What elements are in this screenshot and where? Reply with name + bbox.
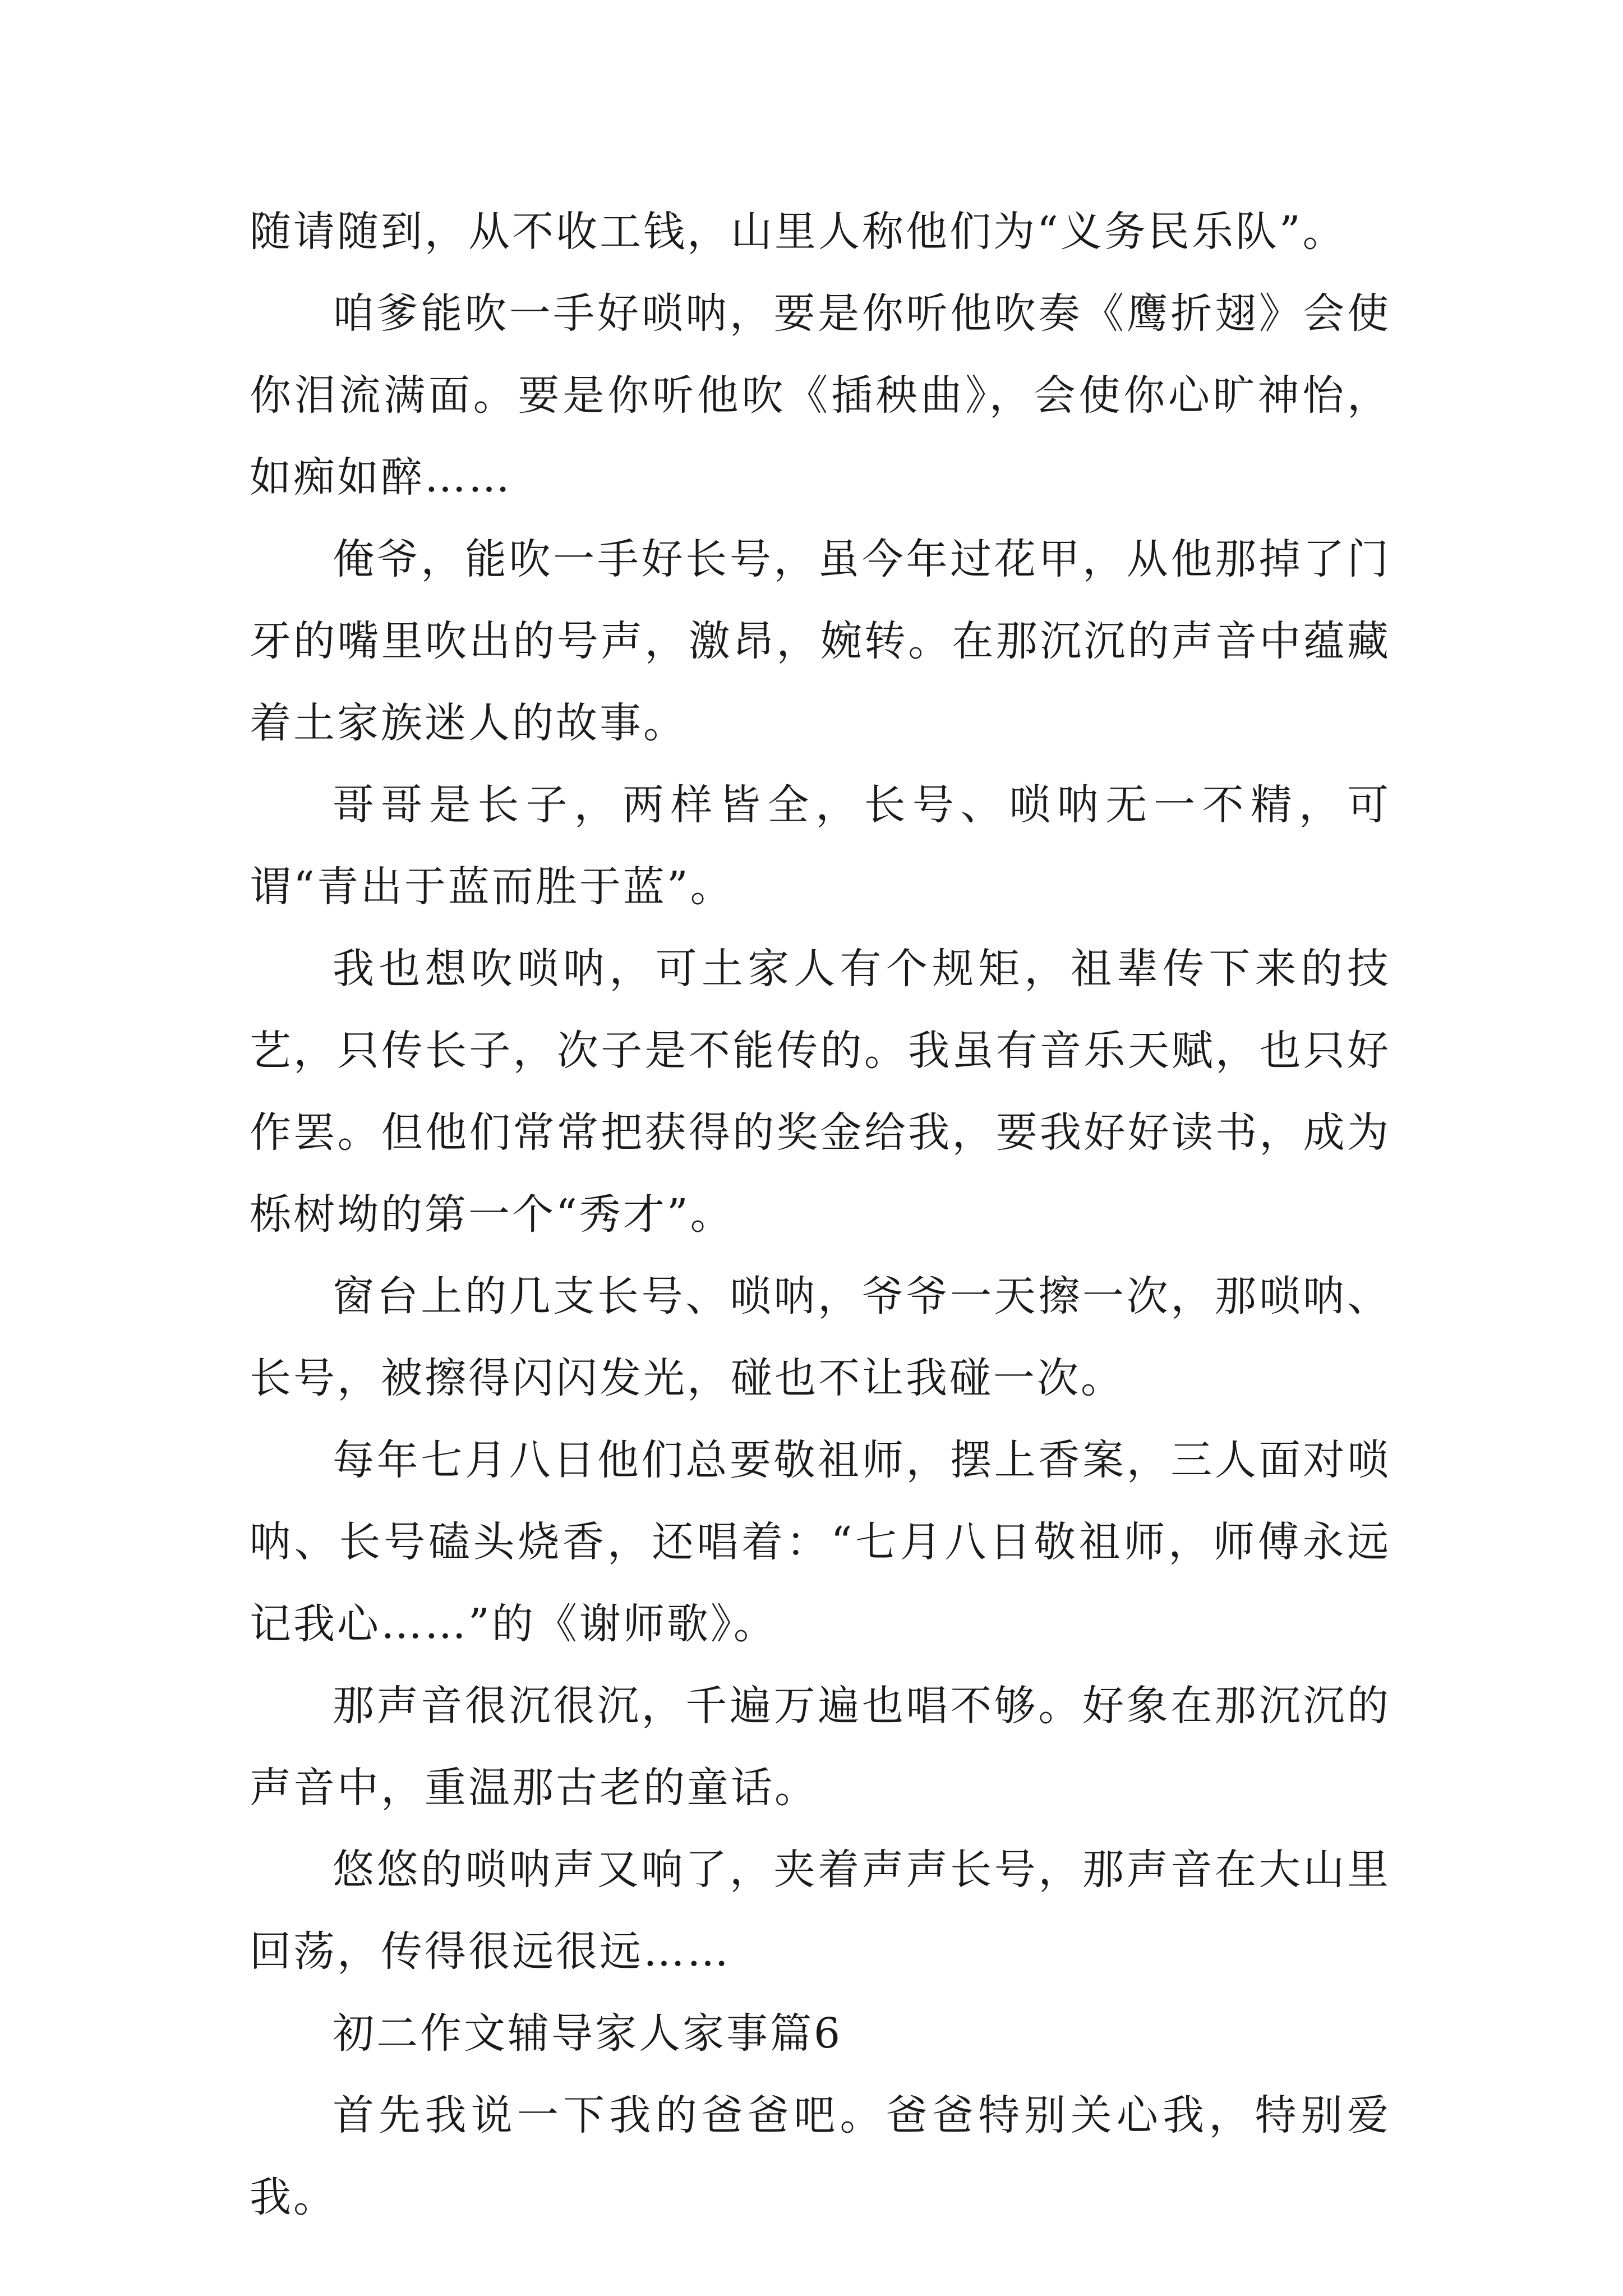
paragraph-9: 悠悠的唢呐声又响了，夹着声声长号，那声音在大山里回荡，传得很远很远……: [250, 1846, 1391, 1976]
paragraph-10: 首先我说一下我的爸爸吧。爸爸特别关心我，特别爱我。: [250, 2091, 1391, 2221]
paragraph-4: 哥哥是长子，两样皆全，长号、唢呐无一不精，可谓“青出于蓝而胜于蓝”。: [250, 781, 1391, 911]
paragraph-3: 俺爷，能吹一手好长号，虽今年过花甲，从他那掉了门牙的嘴里吹出的号声，激昂，婉转。在那沉沉的声音中蕴藏着土家族迷人的故事。: [250, 535, 1391, 747]
body-text: [250, 191, 1391, 2238]
paragraph-8: 那声音很沉很沉，千遍万遍也唱不够。好象在那沉沉的声音中，重温那古老的童话。: [250, 1682, 1391, 1812]
paragraph-6: 窗台上的几支长号、唢呐，爷爷一天擦一次，那唢呐、长号，被擦得闪闪发光，碰也不让我碰一次。: [250, 1272, 1391, 1402]
paragraph-1: 随请随到，从不收工钱，山里人称他们为“义务民乐队”。: [250, 208, 1347, 256]
section-heading: 初二作文辅导家人家事篇6: [333, 2009, 843, 2058]
paragraph-7: 每年七月八日他们总要敬祖师，摆上香案，三人面对唢呐、长号磕头烧香，还唱着：“七月八日敬祖师，师傅永远记我心……”的《谢师歌》。: [250, 1436, 1391, 1648]
paragraph-5: 我也想吹唢呐，可土家人有个规矩，祖辈传下来的技艺，只传长子，次子是不能传的。我虽有音乐天赋，也只好作罢。但他们常常把获得的奖金给我，要我好好读书，成为栎树坳的第一个“秀才”。: [250, 945, 1391, 1239]
paragraph-2: 咱爹能吹一手好唢呐，要是你听他吹奏《鹰折翅》会使你泪流满面。要是你听他吹《插秧曲》，会使你心旷神怡，如痴如醉……: [250, 289, 1391, 501]
